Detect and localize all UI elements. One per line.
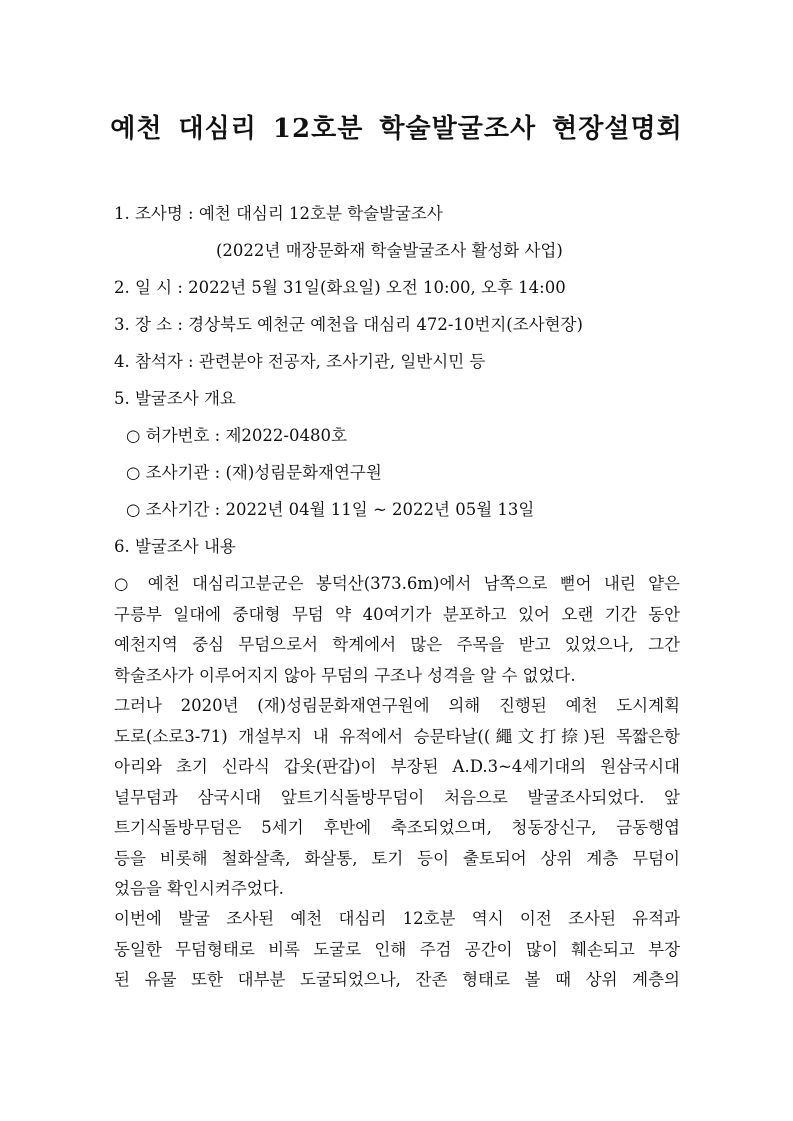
- item-survey-agency: ○ 조사기관 : (재)성림문화재연구원: [126, 463, 382, 482]
- paragraph-line: 트기식돌방무덤은 5세기 후반에 축조되었으며, 청동장신구, 금동행엽: [114, 818, 680, 837]
- paragraph-line: 이번에 발굴 조사된 예천 대심리 12호분 역시 이전 조사된 유적과: [114, 909, 680, 928]
- item-content-heading: 6. 발굴조사 내용: [114, 537, 236, 556]
- item-attendees: 4. 참석자 : 관련분야 전공자, 조사기관, 일반시민 등: [114, 352, 486, 371]
- paragraph-1: [114, 569, 680, 691]
- paragraph-3: [114, 904, 680, 996]
- item-survey-name-sub: (2022년 매장문화재 학술발굴조사 활성화 사업): [216, 241, 563, 260]
- paragraph-line: 도로(소로3-71) 개설부지 내 유적에서 승문타날((繩文打捺)된 목짧은항: [114, 726, 680, 746]
- item-overview-heading: 5. 발굴조사 개요: [114, 389, 236, 408]
- paragraph-line: 학술조사가 이루어지지 않아 무덤의 구조나 성격을 알 수 없었다.: [114, 665, 576, 685]
- paragraph-line: ○ 예천 대심리고분군은 봉덕산(373.6m)에서 남쪽으로 뻗어 내린 얕은: [114, 574, 680, 593]
- item-permit-number: ○ 허가번호 : 제2022-0480호: [126, 426, 347, 445]
- item-datetime: 2. 일 시 : 2022년 5월 31일(화요일) 오전 10:00, 오후 14:00: [114, 278, 566, 297]
- item-survey-period: ○ 조사기간 : 2022년 04월 11일 ~ 2022년 05월 13일: [126, 500, 535, 519]
- paragraph-2: [114, 691, 680, 905]
- paragraph-line: 구릉부 일대에 중대형 무덤 약 40여기가 분포하고 있어 오랜 기간 동안: [114, 604, 680, 624]
- paragraph-line: 예천지역 중심 무덤으로서 학계에서 많은 주목을 받고 있었으나, 그간: [114, 635, 680, 654]
- item-location: 3. 장 소 : 경상북도 예천군 예천읍 대심리 472-10번지(조사현장): [114, 315, 583, 334]
- paragraph-line: 었음을 확인시켜주었다.: [114, 879, 284, 898]
- item-survey-name: 1. 조사명 : 예천 대심리 12호분 학술발굴조사: [114, 204, 443, 223]
- paragraph-line: 등을 비롯해 철화살촉, 화살통, 토기 등이 출토되어 상위 계층 무덤이: [114, 848, 680, 868]
- paragraph-line: 된 유물 또한 대부분 도굴되었으나, 잔존 형태로 볼 때 상위 계층의: [114, 970, 680, 989]
- paragraph-line: 아리와 초기 신라식 갑옷(판갑)이 부장된 A.D.3~4세기대의 원삼국시대: [114, 757, 680, 776]
- paragraph-line: 그러나 2020년 (재)성림문화재연구원에 의해 진행된 예천 도시계획: [114, 696, 680, 715]
- paragraph-line: 널무덤과 삼국시대 앞트기식돌방무덤이 처음으로 발굴조사되었다. 앞: [114, 787, 680, 807]
- document-title: 예천 대심리 12호분 학술발굴조사 현장설명회: [110, 114, 683, 144]
- paragraph-line: 동일한 무덤형태로 비록 도굴로 인해 주검 공간이 많이 훼손되고 부장: [114, 939, 680, 959]
